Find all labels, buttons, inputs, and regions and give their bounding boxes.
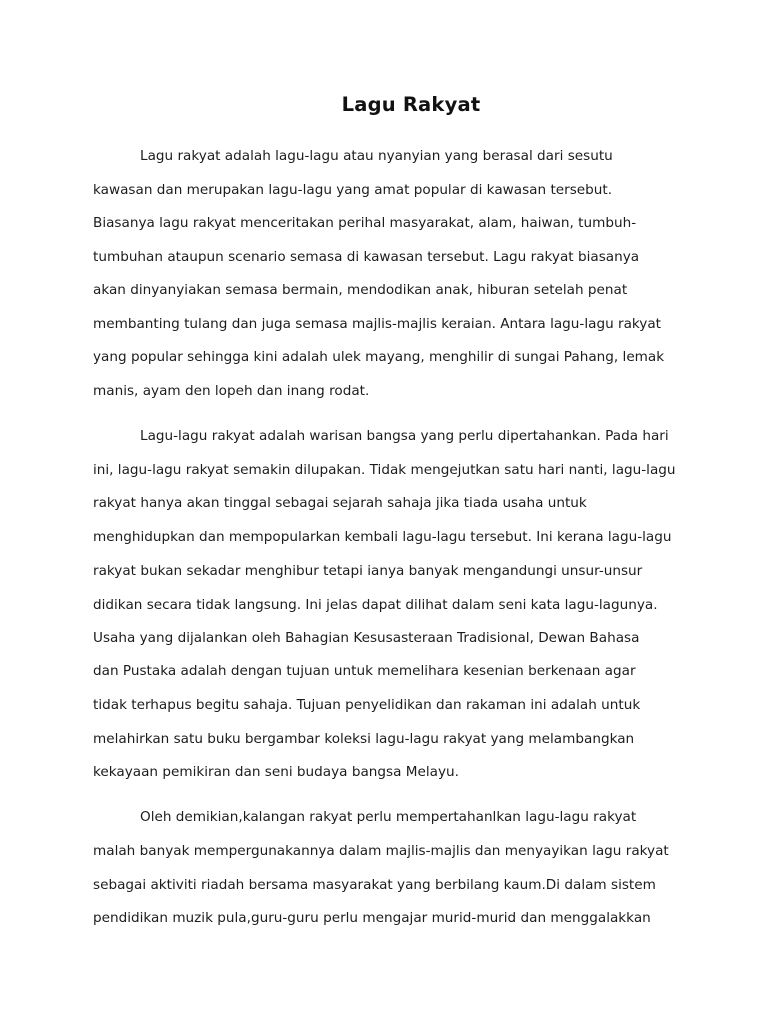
paragraph-2-line-2: ini, lagu-lagu rakyat semakin dilupakan. Tidak mengejutkan satu hari nanti, lagu-lagu — [93, 462, 676, 478]
paragraph-2-line-11: kekayaan pemikiran dan seni budaya bangsa Melayu. — [93, 764, 459, 780]
paragraph-1-line-8: manis, ayam den lopeh dan inang rodat. — [93, 383, 370, 399]
paragraph-3-line-3: sebagai aktiviti riadah bersama masyarakat yang berbilang kaum.Di dalam sistem — [93, 877, 656, 893]
paragraph-2-line-6: didikan secara tidak langsung. Ini jelas dapat dilihat dalam seni kata lagu-lagunya. — [93, 597, 658, 613]
paragraph-1-line-4: tumbuhan ataupun scenario semasa di kawasan tersebut. Lagu rakyat biasanya — [93, 249, 640, 265]
paragraph-1-line-3: Biasanya lagu rakyat menceritakan perihal masyarakat, alam, haiwan, tumbuh- — [93, 215, 637, 231]
paragraph-1-line-7: yang popular sehingga kini adalah ulek mayang, menghilir di sungai Pahang, lemak — [93, 349, 665, 365]
paragraph-2-line-9: tidak terhapus begitu sahaja. Tujuan penyelidikan dan rakaman ini adalah untuk — [93, 697, 641, 713]
document-title: Lagu Rakyat — [341, 93, 481, 116]
paragraph-1-line-5: akan dinyanyiakan semasa bermain, mendodikan anak, hiburan setelah penat — [93, 282, 628, 298]
paragraph-1-line-2: kawasan dan merupakan lagu-lagu yang amat popular di kawasan tersebut. — [93, 182, 613, 198]
paragraph-2-line-8: dan Pustaka adalah dengan tujuan untuk memelihara kesenian berkenaan agar — [93, 663, 636, 679]
paragraph-2-line-10: melahirkan satu buku bergambar koleksi lagu-lagu rakyat yang melambangkan — [93, 731, 635, 747]
paragraph-2-line-7: Usaha yang dijalankan oleh Bahagian Kesusasteraan Tradisional, Dewan Bahasa — [93, 630, 640, 646]
paragraph-2-line-1: Lagu-lagu rakyat adalah warisan bangsa yang perlu dipertahankan. Pada hari — [140, 428, 669, 444]
paragraph-2-line-5: rakyat bukan sekadar menghibur tetapi ianya banyak mengandungi unsur-unsur — [93, 563, 643, 579]
paragraph-3-line-4: pendidikan muzik pula,guru-guru perlu mengajar murid-murid dan menggalakkan — [93, 910, 651, 926]
paragraph-3-line-2: malah banyak mempergunakannya dalam majlis-majlis dan menyayikan lagu rakyat — [93, 843, 669, 859]
paragraph-3-line-1: Oleh demikian,kalangan rakyat perlu mempertahanlkan lagu-lagu rakyat — [140, 809, 637, 825]
paragraph-1-line-1: Lagu rakyat adalah lagu-lagu atau nyanyian yang berasal dari sesutu — [140, 148, 613, 164]
paragraph-1-line-6: membanting tulang dan juga semasa majlis-majlis keraian. Antara lagu-lagu rakyat — [93, 316, 662, 332]
paragraph-2-line-4: menghidupkan dan mempopularkan kembali lagu-lagu tersebut. Ini kerana lagu-lagu — [93, 529, 672, 545]
paragraph-2-line-3: rakyat hanya akan tinggal sebagai sejarah sahaja jika tiada usaha untuk — [93, 495, 587, 511]
